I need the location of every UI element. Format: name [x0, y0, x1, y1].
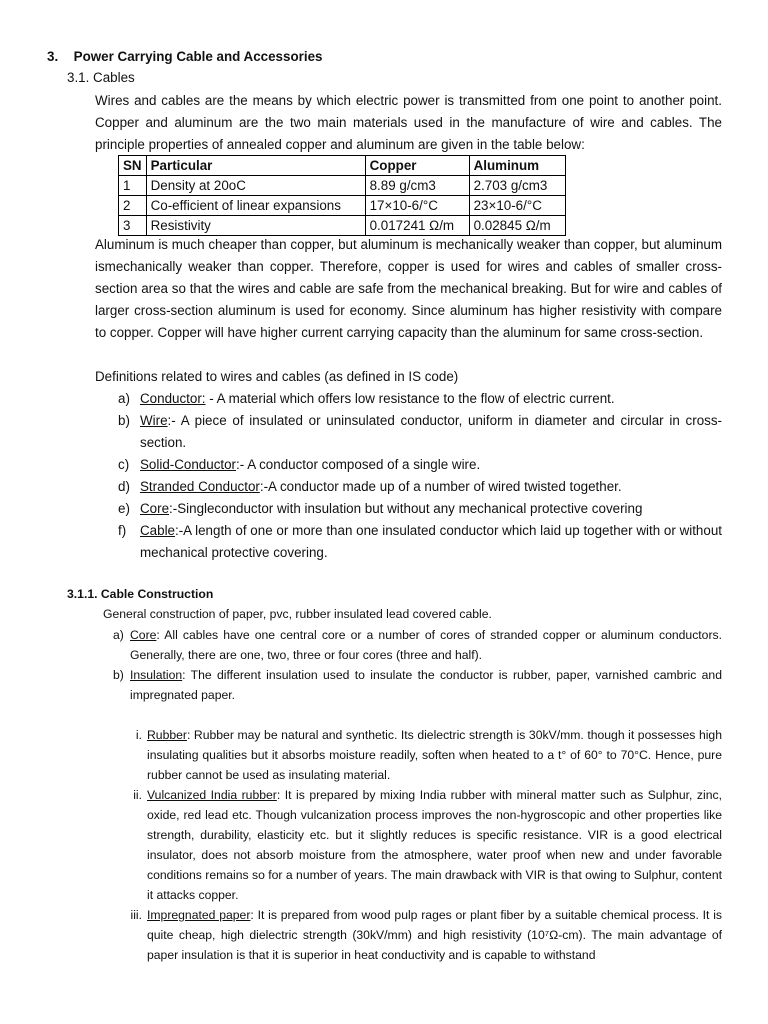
table-header-cell: Copper — [365, 156, 469, 176]
table-cell: 3 — [119, 216, 147, 236]
construction-text: : All cables have one central core or a number of cores of stranded copper or aluminum conductors. Generally, there are one, two, three or four cores (three and half). — [130, 628, 722, 662]
list-marker: a) — [118, 391, 130, 406]
section-number: 3. — [47, 49, 59, 64]
list-marker: e) — [118, 501, 130, 516]
table-cell: 1 — [119, 176, 147, 196]
definition-text: :-A length of one or more than one insulated conductor which laid up together with or without mechanical protective covering. — [140, 523, 722, 560]
table-cell: Resistivity — [146, 216, 365, 236]
subsection-heading: 3.1. Cables — [67, 70, 135, 85]
definition-term: Conductor: — [140, 391, 206, 406]
list-marker: ii. — [133, 788, 142, 802]
definition-term: Solid-Conductor — [140, 457, 237, 472]
construction-item — [113, 665, 722, 705]
definition-text: :-Singleconductor with insulation but without any mechanical protective covering — [169, 501, 643, 516]
table-cell: Co-efficient of linear expansions — [146, 196, 365, 216]
list-marker: b) — [118, 413, 130, 428]
insulation-text: : It is prepared from wood pulp rages or plant fiber by a suitable chemical process. It is quite cheap, high dielectric strength (30kV/mm) and high resistivity (10⁷Ω-cm). The main advantage of paper insulation is that it is superior in heat conductivity and is capable to withstand — [147, 908, 722, 962]
insulation-term: Rubber — [147, 728, 187, 742]
list-marker: d) — [118, 479, 130, 494]
list-marker: c) — [118, 457, 130, 472]
construction-intro: General construction of paper, pvc, rubber insulated lead covered cable. — [103, 607, 492, 621]
table-cell: 23×10-6/°C — [469, 196, 565, 216]
definition-item — [118, 498, 722, 520]
insulation-term: Vulcanized India rubber — [147, 788, 277, 802]
insulation-text: : It is prepared by mixing India rubber with mineral matter such as Sulphur, zinc, oxide, red lead etc. Though vulcanization process improves the non-hygroscopic and other properties like strength, durability, elasticity etc. but it slightly reduces is specific resistance. VIR is a good electrical insulator, does not absorb moisture from the atmosphere, water proof when new and under favorable conditions remains so for a number of years. The main drawback with VIR is that owing to Sulphur, content it attacks copper. — [147, 788, 722, 902]
list-marker: f) — [118, 523, 127, 538]
list-marker: b) — [113, 668, 124, 682]
definition-text: :-A conductor made up of a number of wired twisted together. — [259, 479, 622, 494]
definition-item — [118, 410, 722, 454]
intro-paragraph: Wires and cables are the means by which electric power is transmitted from one point to another point. Copper and aluminum are the two main materials used in the manufacture of wire and cables. The principle properties of annealed copper and aluminum are given in the table below: — [95, 93, 722, 152]
section-title: Power Carrying Cable and Accessories — [73, 49, 323, 64]
insulation-item — [120, 905, 722, 965]
insulation-term: Impregnated paper — [147, 908, 251, 922]
definition-term: Cable — [140, 523, 175, 538]
table-cell: 17×10-6/°C — [365, 196, 469, 216]
construction-term: Core — [130, 628, 157, 642]
definition-term: Core — [140, 501, 170, 516]
construction-heading: 3.1.1. Cable Construction — [67, 587, 214, 601]
construction-text: : The different insulation used to insulate the conductor is rubber, paper, varnished cambric and impregnated paper. — [130, 668, 722, 702]
definition-text: :- A conductor composed of a single wire. — [236, 457, 481, 472]
table-row — [119, 176, 566, 196]
construction-item — [113, 625, 722, 665]
definition-item — [118, 476, 722, 498]
definition-item — [118, 454, 722, 476]
table-cell: 0.02845 Ω/m — [469, 216, 565, 236]
definitions-heading: Definitions related to wires and cables (as defined in IS code) — [95, 369, 459, 384]
table-row — [119, 196, 566, 216]
insulation-text: : Rubber may be natural and synthetic. Its dielectric strength is 30kV/mm. though it possesses high insulating qualities but it absorbs moisture readily, soften when heated to a t° of 60° to 70°C. Hence, pure rubber cannot be used as insulating material. — [147, 728, 722, 782]
definition-term: Wire — [140, 413, 168, 428]
insulation-item — [120, 725, 722, 785]
insulation-item — [120, 785, 722, 905]
definition-text: - A material which offers low resistance to the flow of electric current. — [205, 391, 615, 406]
table-header-cell: Particular — [146, 156, 365, 176]
table-cell: 2 — [119, 196, 147, 216]
list-marker: i. — [135, 728, 142, 742]
table-cell: Density at 20oC — [146, 176, 365, 196]
properties-table — [118, 155, 566, 236]
definition-item — [118, 520, 722, 564]
definition-item — [118, 388, 722, 410]
comparison-paragraph: Aluminum is much cheaper than copper, but aluminum is mechanically weaker than copper, but aluminum ismechanically weaker than copper. Therefore, copper is used for wires and cables of smaller cross-section area so that the wires and cable are safe from the mechanical breaking. But for wire and cables of larger cross-section aluminum is used for economy. Since aluminum has higher resistivity with compare to copper. Copper will have higher current carrying capacity than the aluminum for same cross-section. — [95, 237, 722, 340]
table-cell: 8.89 g/cm3 — [365, 176, 469, 196]
list-marker: a) — [113, 628, 124, 642]
definition-text: :- A piece of insulated or uninsulated conductor, uniform in diameter and circular in cross-section. — [140, 413, 722, 450]
section-heading — [47, 48, 322, 66]
table-header-row — [119, 156, 566, 176]
table-row — [119, 216, 566, 236]
definition-term: Stranded Conductor — [140, 479, 260, 494]
table-header-cell: Aluminum — [469, 156, 565, 176]
table-cell: 2.703 g/cm3 — [469, 176, 565, 196]
list-marker: iii. — [130, 908, 142, 922]
table-header-cell: SN — [119, 156, 147, 176]
construction-term: Insulation — [130, 668, 183, 682]
table-cell: 0.017241 Ω/m — [365, 216, 469, 236]
